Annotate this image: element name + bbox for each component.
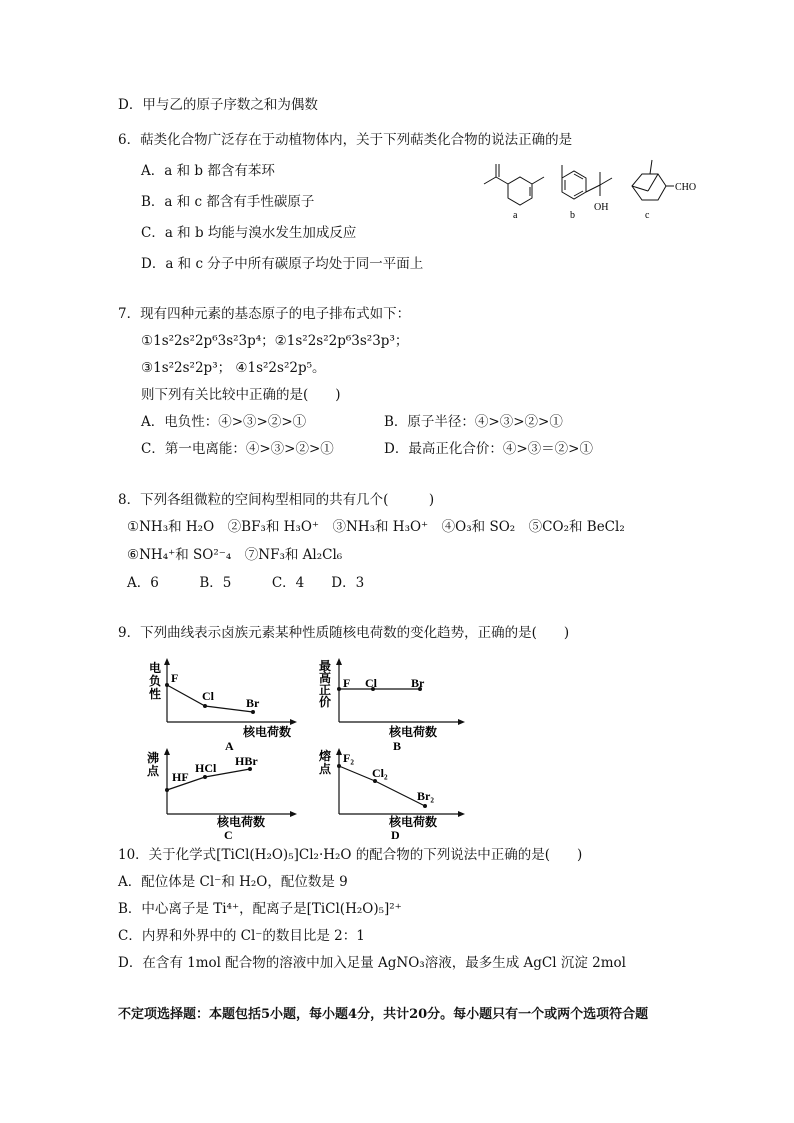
chart-c-ylabel-1: 沸 — [147, 751, 160, 765]
chart-c — [145, 748, 305, 840]
question-8-stem: 8．下列各组微粒的空间构型相同的共有几个( ) — [118, 492, 435, 508]
chart-b-label-br: Br — [411, 676, 425, 690]
chart-a-point-cl — [203, 704, 207, 708]
q7-option-d: D．最高正化合价：④>③＝②>① — [384, 441, 593, 457]
chart-b-letter: B — [393, 739, 402, 753]
question-9-stem: 9．下列曲线表示卤族元素某种性质随核电荷数的变化趋势，正确的是( ) — [118, 625, 570, 641]
oh-group: OH — [594, 202, 609, 213]
q7-option-a: A．电负性：④>③>②>① — [141, 414, 307, 430]
q7-config-line1: ①1s²2s²2p⁶3s²3p⁴；②1s²2s²2p⁶3s²3p³； — [141, 333, 409, 349]
q6-option-b: B．a 和 c 都含有手性碳原子 — [141, 194, 315, 210]
terpene-structures — [470, 156, 710, 228]
question-6-stem: 6．萜类化合物广泛存在于动植物体内，关于下列萜类化合物的说法正确的是 — [118, 132, 573, 148]
chart-b-ylabel-4: 价 — [319, 695, 332, 709]
chart-a-point-f — [165, 683, 169, 687]
chart-a-point-br — [251, 710, 255, 714]
chart-a — [145, 658, 305, 753]
chart-a-label-cl: Cl — [202, 689, 214, 703]
chart-a-letter: A — [225, 739, 234, 753]
q7-question: 则下列有关比较中正确的是( ) — [141, 387, 341, 403]
section-heading: 不定项选择题：本题包括5小题，每小题4分，共计20分。每小题只有一个或两个选项符合题 — [118, 1007, 649, 1022]
q8-options: A．6 B．5 C．4 D．3 — [127, 575, 365, 591]
chart-b-point-f — [337, 687, 341, 691]
molecule-b-label: b — [570, 210, 575, 221]
chart-b — [317, 658, 467, 753]
q7-option-b: B．原子半径：④>③>②>① — [384, 414, 563, 430]
chart-c-label-hf: HF — [172, 770, 189, 784]
q6-option-a: A．a 和 b 都含有苯环 — [141, 163, 275, 179]
q7-option-c: C．第一电离能：④>③>②>① — [141, 441, 334, 457]
q8-pairs-line2: ⑥NH₄⁺和 SO²⁻₄ ⑦NF₃和 Al₂Cl₆ — [127, 547, 343, 563]
chart-c-xlabel: 核电荷数 — [217, 815, 266, 829]
chart-a-ylabel-1: 电 — [149, 661, 162, 675]
chart-a-ylabel-2: 负 — [149, 674, 162, 688]
q6-option-d: D．a 和 c 分子中所有碳原子均处于同一平面上 — [141, 256, 424, 272]
chart-d-ylabel-1: 熔 — [319, 749, 332, 763]
q10-option-b: B．中心离子是 Ti⁴⁺，配离子是[TiCl(H₂O)₅]²⁺ — [118, 901, 402, 917]
q5-option-d: D．甲与乙的原子序数之和为偶数 — [118, 97, 318, 113]
chart-c-label-hbr: HBr — [235, 754, 258, 768]
chart-c-ylabel-2: 点 — [147, 764, 160, 778]
question-7-stem: 7．现有四种元素的基态原子的电子排布式如下： — [118, 306, 411, 322]
q10-option-c: C．内界和外界中的 Cl⁻的数目比是 2：1 — [118, 928, 365, 944]
chart-d-xlabel: 核电荷数 — [389, 815, 438, 829]
chart-d-label-cl2: Cl₂ — [372, 766, 388, 780]
chart-d-label-f2: F₂ — [343, 751, 354, 765]
chart-d — [317, 748, 467, 840]
q10-option-d: D．在含有 1mol 配合物的溶液中加入足量 AgNO₃溶液，最多生成 AgCl 沉淀 2mol — [118, 955, 626, 971]
molecule-c-label: c — [645, 210, 650, 221]
chart-a-label-f: F — [171, 671, 179, 685]
chart-b-ylabel-3: 正 — [319, 683, 332, 697]
chart-c-label-hcl: HCl — [195, 761, 217, 775]
cho-group: CHO — [675, 182, 697, 193]
chart-a-ylabel-3: 性 — [149, 687, 162, 701]
chart-b-label-cl: Cl — [365, 676, 377, 690]
q6-option-c: C．a 和 b 均能与溴水发生加成反应 — [141, 225, 357, 241]
molecule-a-label: a — [513, 210, 518, 221]
chart-d-label-br2: Br₂ — [417, 789, 434, 803]
chart-d-ylabel-2: 点 — [319, 762, 332, 776]
chart-d-point-br2 — [423, 804, 427, 808]
q10-option-a: A．配位体是 Cl⁻和 H₂O，配位数是 9 — [118, 874, 348, 890]
chart-c-point-hf — [165, 788, 169, 792]
chart-a-xlabel: 核电荷数 — [243, 725, 292, 739]
question-10-stem: 10．关于化学式[TiCl(H₂O)₅]Cl₂·H₂O 的配合物的下列说法中正确的是( ) — [118, 847, 583, 863]
chart-d-letter: D — [391, 828, 400, 840]
chart-b-label-f: F — [343, 676, 351, 690]
chart-b-xlabel: 核电荷数 — [389, 725, 438, 739]
chart-a-label-br: Br — [246, 696, 260, 710]
q7-config-line2: ③1s²2s²2p³； ④1s²2s²2p⁵。 — [141, 360, 326, 376]
chart-c-point-hcl — [203, 775, 207, 779]
chart-b-ylabel-2: 高 — [319, 671, 332, 685]
q8-pairs-line1: ①NH₃和 H₂O ②BF₃和 H₃O⁺ ③NH₃和 H₃O⁺ ④O₃和 SO₂ ⑤CO₂和 BeCl₂ — [127, 519, 625, 535]
chart-d-point-f2 — [337, 764, 341, 768]
chart-c-letter: C — [224, 828, 233, 840]
chart-b-ylabel-1: 最 — [319, 659, 332, 673]
